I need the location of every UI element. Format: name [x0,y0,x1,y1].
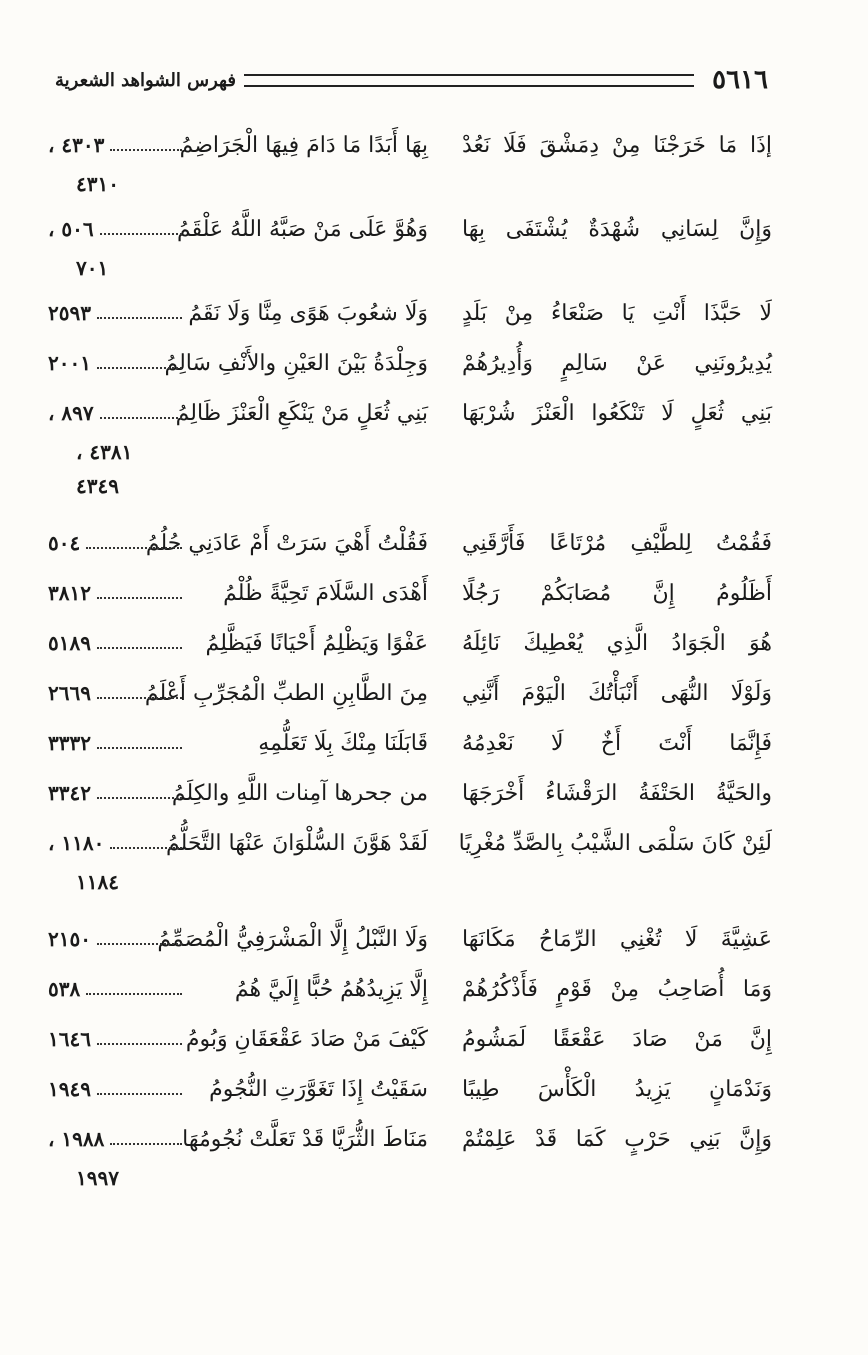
first-hemistich: وَإِنَّ لِسَانِي شُهْدَةٌ يُشْتَفَى بِهَا [462,216,772,242]
verse-entry [48,207,772,285]
second-hemistich: بِهَا أَبَدًا مَا دَامَ فِيهَا الْجَرَاضِمُ [179,132,428,158]
verse-row [48,207,772,251]
reference-numbers: ٢١٥٠ [48,927,91,951]
dot-leader [97,647,182,649]
dot-leader [86,547,182,549]
dot-leader [86,993,182,995]
verse-row [48,671,772,715]
dot-leader [97,747,182,749]
second-hemistich: لَقَدْ هَوَّنَ السُّلْوَانَ عَنْهَا التَّحَلُّمُ [165,830,428,856]
reference-numbers: ١٦٤٦ [48,1027,91,1051]
dot-leader [97,367,182,369]
dot-leader [100,233,182,235]
reference-numbers: ٤٣٠٣ ، [48,133,105,157]
first-hemistich: وَمَا أُصَاحِبُ مِنْ قَوْمٍ فَأَذْكُرُهُمْ [462,976,772,1002]
first-hemistich: والحَيَّةُ الحَتْفَةُ الرَقْشَاءُ أَخْرَجَهَا [462,780,772,806]
second-hemistich: كَيْفَ مَنْ صَادَ عَقْعَقَانِ وَبُومُ [185,1026,428,1052]
verse-row [48,721,772,765]
first-hemistich: وَإِنَّ بَنِي حَرْبٍ كَمَا قَدْ عَلِمْتُمْ [462,1126,772,1152]
reference-numbers: ١٩٤٩ [48,1077,91,1101]
verse-row [48,967,772,1011]
reference-numbers: ٨٩٧ ، [48,401,94,425]
verse-row [48,771,772,815]
reference-numbers: ٣٣٣٢ [48,731,91,755]
dot-leader [97,597,182,599]
page-title: فهرس الشواهد الشعرية [55,69,236,91]
verse-row [48,621,772,665]
dot-leader [97,943,182,945]
reference-numbers: ٢٦٦٩ [48,681,91,705]
verse-row [48,391,772,435]
verse-row [48,521,772,565]
second-hemistich: وَلَا النَّبْلُ إِلَّا الْمَشْرَفِيُّ الْمُصَمِّمُ [157,926,428,952]
second-hemistich: فَقُلْتُ أَهْيَ سَرَتْ أَمْ عَادَنِي حُلُمُ [145,530,428,556]
reference-numbers: ٣٣٤٢ [48,781,91,805]
reference-continuation: ٤٣٨١ ، [76,440,133,464]
reference-numbers: ٥٠٦ ، [48,217,94,241]
second-hemistich: سَقَيْتُ إِذَا تَغَوَّرَتِ النُّجُومُ [209,1076,428,1102]
verse-entry [48,1017,772,1061]
verse-row [48,291,772,335]
verse-entry [48,917,772,961]
verse-entry [48,571,772,615]
dot-leader [97,797,182,799]
reference-numbers: ٥١٨٩ [48,631,91,655]
dot-leader [97,697,182,699]
dot-leader [110,149,182,151]
verse-entry [48,391,772,503]
first-hemistich: إذَا مَا خَرَجْنَا مِنْ دِمَشْقَ فَلَا نَعُدْ [462,132,772,158]
verse-row [48,1017,772,1061]
reference-numbers: ٢٠٠١ [48,351,91,375]
dot-leader [97,1093,182,1095]
second-hemistich: أَهْدَى السَّلَامَ تَحِيَّةً ظُلْمُ [223,580,428,606]
reference-continuation: ٤٣١٠ [76,172,119,196]
first-hemistich: وَنَدْمَانٍ يَزِيدُ الْكَأْسَ طِيبًا [462,1076,772,1102]
verse-entry [48,671,772,715]
reference-numbers: ٢٥٩٣ [48,301,91,325]
reference-numbers: ٣٨١٢ [48,581,91,605]
first-hemistich: عَشِيَّةَ لَا تُغْنِي الرِّمَاحُ مَكَانَهَا [462,926,772,952]
verse-index-list [48,123,772,1201]
second-hemistich: عَفْوًا وَيَظْلِمُ أَحْيَانًا فَيَظَّلِمُ [205,630,428,656]
dot-leader [97,317,182,319]
verse-entry [48,341,772,385]
reference-continuation: ١٩٩٧ [76,1166,119,1190]
header-double-rule [244,74,694,87]
second-hemistich: مِنَ الطَّابِنِ الطبِّ الْمُجَرِّبِ أَعْلَمُ [144,680,428,706]
second-hemistich: وَهُوَّ عَلَى مَنْ صَبَّهُ اللَّهُ عَلْقَمُ [176,216,428,242]
second-hemistich: مَنَاطَ الثُّرَيَّا قَدْ تَعَلَّتْ نُجُومُهَا [182,1126,428,1152]
dot-leader [97,1043,182,1045]
first-hemistich: وَلَوْلَا النُّهَى أَنْبَأْتُكَ الْيَوْمَ أَنَّنِي [462,680,772,706]
second-hemistich: بَنِي ثُعَلٍ مَنْ يَنْكَعِ الْعَنْزَ ظَالِمُ [175,400,428,426]
verse-row [48,917,772,961]
verse-row [48,571,772,615]
reference-numbers: ١٩٨٨ ، [48,1127,105,1151]
page-number: ٥٦١٦ [712,65,768,95]
verse-entry [48,123,772,201]
dot-leader [100,417,182,419]
verse-row [48,123,772,167]
reference-numbers: ٥٠٤ [48,531,81,555]
reference-continuation: ٤٣٤٩ [76,474,119,498]
second-hemistich: قَابَلَنَا مِنْكَ بِلَا تَعَلُّمِهِ [258,730,428,756]
reference-continuation: ١١٨٤ [76,870,119,894]
verse-row [48,821,772,865]
verse-entry [48,771,772,815]
verse-row [48,1117,772,1161]
first-hemistich: بَنِي ثُعَلٍ لَا تَنْكَعُوا الْعَنْزَ شُرْبَهَا [462,400,772,426]
verse-entry [48,291,772,335]
dot-leader [110,847,182,849]
verse-entry [48,621,772,665]
verse-entry [48,1067,772,1111]
verse-entry [48,821,772,899]
verse-entry [48,521,772,565]
reference-numbers: ٥٣٨ [48,977,81,1001]
verse-entry [48,1117,772,1195]
verse-entry [48,721,772,765]
verse-entry [48,967,772,1011]
second-hemistich: وَلَا شعُوبَ هَوًى مِنَّا وَلَا نَقَمُ [188,300,428,326]
first-hemistich: هُوَ الْجَوَادُ الَّذِي يُعْطِيكَ نَائِلَهُ [462,630,772,656]
second-hemistich: إِلَّا يَزِيدُهُمُ حُبًّا إِلَيَّ هُمُ [234,976,428,1002]
first-hemistich: يُدِيرُونَنِي عَنْ سَالِمٍ وَأُدِيرُهُمْ [462,350,772,376]
page-header [55,62,768,98]
second-hemistich: من جحرها آمِنات اللَّهِ والكِلَمُ [171,780,428,806]
second-hemistich: وَجِلْدَةُ بَيْنَ العَيْنِ والأَنْفِ سَالِمُ [164,350,428,376]
first-hemistich: أَظَلُومُ إِنَّ مُصَابَكُمْ رَجُلًا [462,580,772,606]
verse-row [48,1067,772,1111]
reference-numbers: ١١٨٠ ، [48,831,105,855]
verse-row [48,341,772,385]
first-hemistich: لَئِنْ كَانَ سَلْمَى الشَّيْبُ بِالصَّدِّ مُغْرِيًا [458,830,772,856]
first-hemistich: إِنَّ مَنْ صَادَ عَقْعَقًا لَمَشُومُ [462,1026,772,1052]
first-hemistich: فَقُمْتُ لِلطَّيْفِ مُرْتَاعًا فَأَرَّقَنِي [462,530,772,556]
first-hemistich: فَإِنَّمَا أَنْتَ أَخٌ لَا نَعْدِمُهُ [462,730,772,756]
first-hemistich: لَا حَبَّذَا أَنْتِ يَا صَنْعَاءُ مِنْ بَلَدٍ [462,300,772,326]
reference-continuation: ٧٠١ [76,256,109,280]
dot-leader [110,1143,182,1145]
